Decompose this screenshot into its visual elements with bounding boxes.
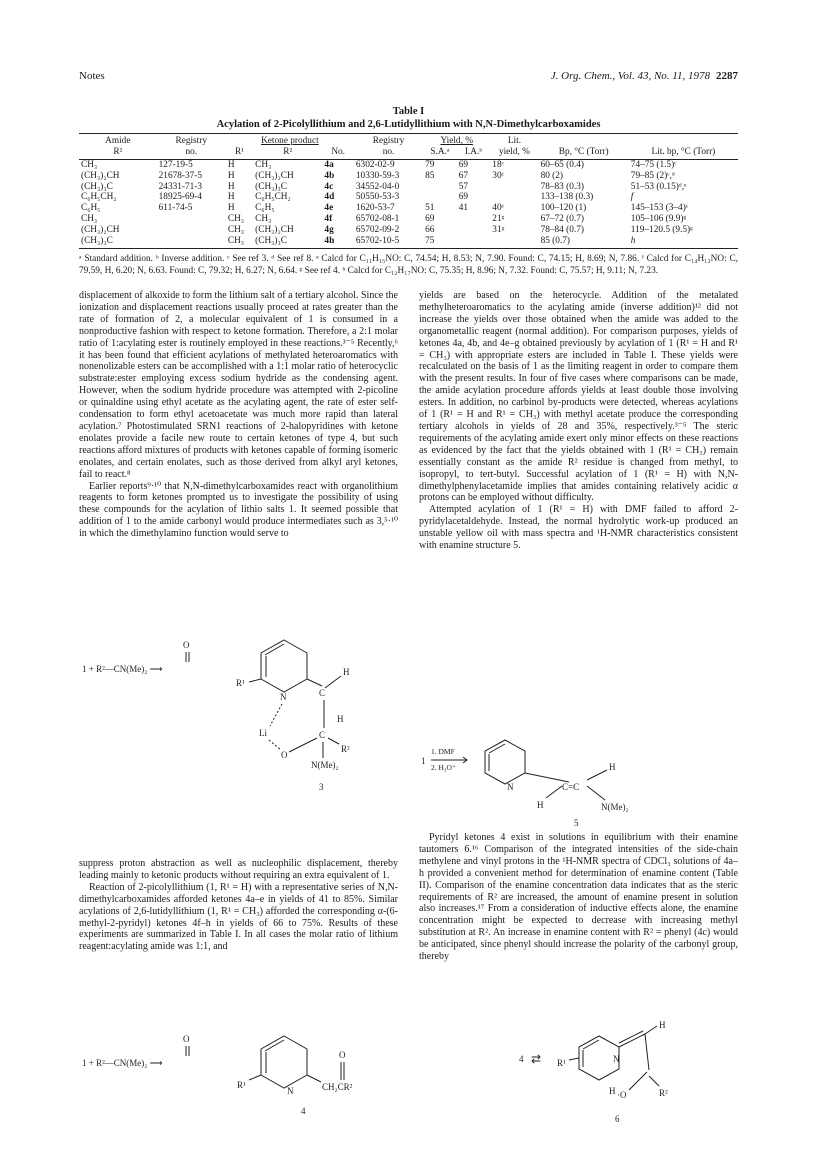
table-cell: 4h — [322, 236, 353, 249]
table-cell — [457, 214, 491, 225]
svg-text:H: H — [343, 667, 350, 677]
table-row — [79, 225, 738, 236]
table-row — [79, 192, 738, 203]
table-cell: 69 — [425, 213, 435, 224]
col-no2: No. — [322, 147, 353, 160]
table-cell: 6302-02-9 — [355, 160, 395, 170]
table-cell: (CH₃)₃C — [255, 181, 287, 192]
table-cell: 65702-10-5 — [354, 236, 423, 249]
table-cell: H — [227, 203, 235, 214]
table-cell: H — [227, 160, 235, 170]
table-cell — [490, 236, 538, 249]
table-cell: 60–65 (0.4) — [540, 160, 584, 170]
equilibrium-arrows-icon: ⇄ — [531, 1052, 542, 1066]
paragraph: Pyridyl ketones 4 exist in solutions in equilibrium with their enamine tautomers 6.¹⁶ Comparison of the integrated intensities of the side-chain methylene and vinyl protons in the ¹H-NMR spectra of CDCl₃ solutions of 4a–h provided a convenient method for determination of enamine content (Table II). Comparison of the enamine concentration data indicates that as the steric requirements of R² are increased, the amount of enamine present in solution also increases.¹⁷ From a consideration of inductive effects alone, the enamine concentration might be expected to decrease with increasing methyl substitution at R². An increase in enamine content with R² = phenyl (4c) would be anticipated, since phenyl should increase the polarity of the carbonyl group, thereby — [419, 832, 738, 963]
table-cell: 4a — [324, 160, 334, 170]
right-column-top — [419, 290, 738, 552]
table-cell: 78–83 (0.3) — [540, 181, 584, 192]
table-cell: 21678-37-5 — [158, 170, 203, 181]
table-cell: 69 — [458, 192, 469, 203]
table-cell: 4c — [324, 181, 334, 192]
right-column-bottom — [419, 832, 738, 963]
paragraph: Earlier reports⁹·¹⁰ that N,N-dimethylcarboxamides react with organolithium reagents to form ketones prompted us to investigate the possibility of using these compounds for the acylation of lithio salts 1. It seemed possible that addition of 1 to the amide carbonyl would produce intermediates such as 3,⁵·¹⁰ in which the dimethylamino function would serve to — [79, 480, 398, 540]
col-lit-yield: yield, % — [490, 147, 538, 160]
table-cell: 40ᶜ — [492, 203, 504, 214]
table-cell: 41 — [458, 203, 469, 214]
table-cell: (CH₃)₃C — [81, 181, 113, 192]
table-footnotes: ᵃ Standard addition. ᵇ Inverse addition. ᶜ See ref 3. ᵈ See ref 8. ᵉ Calcd for C₁₁H₁₅NO: C, 74.54; H, 8.53; N, 7.90. Found: C, 74.15; H, 8.69; N, 7.86. ᶠ Calcd for C₁₄H₁₃NO: C, 79.59, H, 6.20; N, 6.63. Found: C, 79.32; H, 6.27; N, 6.64. ᵍ See ref 4. ʰ Calcd for C₁₂H₁₇NO: C, 75.35; H, 8.96; N, 7.32. Found: C, 75.57; H, 9.11; N, 7.23. — [79, 254, 738, 276]
table-cell: 4g — [324, 224, 334, 235]
scheme5-step1: 1. DMF — [431, 747, 455, 756]
table-row — [79, 182, 738, 193]
svg-text:H: H — [659, 1020, 666, 1030]
table-row — [79, 214, 738, 225]
svg-text:H: H — [537, 800, 544, 810]
running-head-right — [551, 70, 738, 82]
table-cell: 611-74-5 — [158, 203, 193, 214]
scheme3-reactant: 1 + R²—CN(Me)₂ ⟶ — [82, 664, 163, 674]
table-cell: 85 — [425, 170, 435, 181]
table-cell: 145–153 (3–4)ᶜ — [630, 203, 689, 214]
svg-text:CH₂CR²: CH₂CR² — [322, 1082, 353, 1092]
svg-text:R¹: R¹ — [557, 1058, 566, 1068]
pyridine-ring-icon — [261, 1036, 307, 1088]
col-no3: no. — [354, 147, 423, 160]
svg-text:C: C — [319, 688, 326, 698]
table-cell — [457, 236, 491, 249]
col-r1: R¹ — [226, 147, 253, 160]
table-cell: H — [227, 170, 235, 181]
table-cell — [423, 192, 457, 203]
table-cell: 18925-69-4 — [158, 192, 203, 203]
table-cell: (CH₃)₂CH — [255, 224, 294, 235]
svg-text:N: N — [287, 1086, 294, 1096]
table-cell: 74–75 (1.5)ᶜ — [630, 160, 677, 170]
table-cell: CH₃ — [81, 160, 98, 170]
scheme-6 — [419, 1014, 739, 1134]
table-cell: 51–53 (0.15)ᵈ,ᵉ — [630, 181, 687, 192]
paragraph: yields are based on the heterocycle. Addition of the metalated methylheteroaromatics to the acylating amide (inverse addition)¹² did not increase the yields over those obtained when the amide was added to the organometallic reagent (normal addition). For comparison purposes, yields of ketones 4a, 4b, and 4e–g obtained previously by acylation of 1 (R¹ = H and R¹ = CH₃) with appropriate esters are included in Table I. These yields were recalculated on the basis of 1 as the limiting reagent in order to compare them with the present results. In four of five cases where comparisons can be made, the amide acylation procedure affords yields at least double those involving esters. In addition, no carbinol by-products were detected, whereas acylations of 1 (R¹ = H and R¹ = CH₃) with methyl acetate produce the corresponding tertiary alcohols in yields of 28 and 35%, respectively.³⁻⁵ The steric requirements of the acylating amide exert only minor effects on these reactions as evidenced by the fact that the yields obtained with 1 (R¹ = CH₃) remain essentially constant as the amide R² residue is changed from methyl, to isopropyl, to tert-butyl. Successful acylation of 1 (R¹ = H) with N,N-dimethylphenylacetamide implies that amides containing relatively acidic α protons can be employed without difficulty. — [419, 290, 738, 504]
table-cell: (CH₃)₂CH — [81, 170, 120, 181]
scheme-3 — [79, 600, 399, 840]
svg-text:N(Me)₂: N(Me)₂ — [601, 802, 629, 812]
paragraph: Reaction of 2-picolyllithium (1, R¹ = H) with a representative series of N,N-dimethylcarboxamides afforded ketones 4a–e in yields of 41 to 85%. Similar acylations of 2,6-lutidyllithium (1, R¹ = CH₃) afforded the corresponding α-(6-methyl-2-pyridyl) ketones 4f–h in yields of 66 to 75%. Results of these experiments are summarized in Table I. In all cases the molar ratio of lithium reagent:acylating amide was 1:1, and — [79, 881, 398, 953]
paragraph: displacement of alkoxide to form the lithium salt of a tertiary alcohol. Since the ionization and displacement reactions usually proceed at rates greater than the rate of formation of 2, a molecular equivalent of 1 is consumed in a nonproductive fashion with respect to ketone formation. Therefore, a 2:1 molar ratio of 1:acylating ester is routinely employed in these reactions.³⁻⁵ Recently,⁶ it has been found that efficient acylations of methylated heteroaromatics with nonenolizable esters can be accomplished with a 1:1 molar ratio of heterocyclic substrate:ester employing excess sodium hydride as the condensing agent. However, when the sodium hydride procedure was attempted with 2-picoline or quinaldine using ethyl acetate as the acylating agent, the rate of ester self-condensation to form ethyl acetoacetate was much more rapid than lateral acylation.⁷ Photostimulated SRN1 reactions of 2-halopyridines with ketone enolates provide a facile new route to certain ketones of type 4, but such reactions afford mixtures of products with ketones capable of forming isomeric enolates, and certain enolates, such as those derived from alkyl aryl ketones, fail to react.⁸ — [79, 290, 398, 480]
svg-text:N: N — [613, 1054, 620, 1064]
svg-text:R¹: R¹ — [237, 1080, 246, 1090]
table-cell: 127-19-5 — [158, 160, 193, 170]
table-cell: 100–120 (1) — [540, 203, 587, 214]
col-r2: R² — [79, 147, 157, 160]
table-cell: H — [227, 181, 235, 192]
table-cell: 1620-53-7 — [355, 203, 395, 214]
table-cell: 57 — [458, 181, 469, 192]
page-number: 2287 — [716, 70, 738, 82]
table-cell: 67 — [458, 170, 469, 181]
table-cell: 30ᶜ — [492, 170, 504, 181]
paragraph: Attempted acylation of 1 (R¹ = H) with DMF failed to afford 2-pyridylacetaldehyde. Instead, the normal hydrolytic work-up produced an unstable yellow oil with mass spectra and ¹H-NMR characteristics consistent with enamine structure 5. — [419, 504, 738, 552]
table-cell: 4e — [324, 203, 334, 214]
svg-text:O: O — [281, 750, 288, 760]
svg-text:O: O — [183, 1034, 190, 1044]
svg-text:N: N — [507, 782, 514, 792]
scheme3-label: 3 — [319, 782, 324, 792]
table-cell: C₆H₅ — [255, 203, 275, 214]
left-column-top — [79, 290, 398, 540]
table-cell: CH₃ — [81, 213, 98, 224]
svg-text:H: H — [609, 762, 616, 772]
col-amide: Amide — [79, 134, 157, 148]
table-cell: 67–72 (0.7) — [540, 213, 584, 224]
table-cell: 31ᵍ — [492, 224, 505, 235]
table-row — [79, 236, 738, 249]
table-cell: 51 — [425, 203, 435, 214]
col-no: no. — [157, 147, 226, 160]
table-cell: CH₃ — [255, 213, 272, 224]
svg-text:1: 1 — [421, 756, 426, 766]
table-cell: 21ᵍ — [492, 213, 505, 224]
col-ketone-product: Ketone product — [226, 134, 354, 148]
table-cell: 24331-71-3 — [158, 181, 203, 192]
table-cell: (CH₃)₃C — [79, 236, 157, 249]
scheme4-reactant: 1 + R²—CN(Me)₂ ⟶ — [82, 1058, 163, 1068]
svg-text:Li: Li — [259, 728, 267, 738]
table-title: Acylation of 2-Picolyllithium and 2,6-Lutidyllithium with N,N-Dimethylcarboxamides — [216, 119, 601, 130]
paragraph: suppress proton abstraction as well as nucleophilic displacement, thereby leading mainly to ketonic products without requiring an extra equivalent of 1. — [79, 858, 398, 881]
table-cell: 119–120.5 (9.5)ᵍ — [630, 224, 693, 235]
scheme-4 — [79, 1014, 399, 1134]
scheme5-step2: 2. H₃O⁺ — [431, 763, 456, 772]
svg-text:R²: R² — [659, 1088, 668, 1098]
svg-text:R²: R² — [341, 744, 350, 754]
svg-text:N(Me)₂: N(Me)₂ — [311, 760, 339, 770]
table-row — [79, 160, 738, 171]
svg-text:H: H — [337, 714, 344, 724]
col-sa: S.A.ᵃ — [423, 147, 457, 160]
data-table — [79, 133, 738, 249]
col-lit-bp: Lit. bp, °C (Torr) — [629, 147, 738, 160]
table-cell — [490, 182, 538, 193]
col-ia: I.A.ᵇ — [457, 147, 491, 160]
table-cell: 133–138 (0.3) — [540, 192, 594, 203]
table-cell — [157, 225, 226, 236]
col-bp: Bp, °C (Torr) — [539, 147, 629, 160]
table-cell: 10330-59-3 — [355, 170, 400, 181]
journal-citation: J. Org. Chem., Vol. 43, No. 11, 1978 — [550, 70, 710, 82]
table-cell: 18ᶜ — [492, 160, 504, 170]
table-cell: 69 — [458, 160, 469, 170]
table-cell: (CH₃)₃C — [253, 236, 322, 249]
table-cell: 4b — [324, 170, 335, 181]
table-cell — [157, 236, 226, 249]
svg-text:O: O — [183, 640, 190, 650]
table-cell: (CH₃)₂CH — [81, 224, 120, 235]
table-cell: CH₃ — [255, 160, 272, 170]
svg-text:R¹: R¹ — [236, 678, 245, 688]
table-cell: 4d — [324, 192, 335, 203]
table-cell: 85 (0.7) — [539, 236, 629, 249]
col-lit: Lit. — [490, 134, 538, 148]
table-cell: 79 — [425, 160, 435, 170]
scheme5-label: 5 — [574, 818, 579, 828]
table-cell: 34552-04-0 — [355, 181, 400, 192]
table-cell: C₆H₅ — [81, 203, 101, 214]
table-cell: CH₃ — [227, 224, 245, 235]
table-cell: H — [227, 192, 235, 203]
table-cell: 65702-09-2 — [355, 224, 400, 235]
table-cell: 65702-08-1 — [355, 213, 400, 224]
table-cell: 50550-53-3 — [355, 192, 400, 203]
table-row — [79, 171, 738, 182]
svg-text:O: O — [339, 1050, 346, 1060]
table-cell — [157, 214, 226, 225]
table-cell: CH₃ — [226, 236, 253, 249]
table-cell — [423, 182, 457, 193]
table-cell: h — [629, 236, 738, 249]
svg-text:H: H — [609, 1086, 616, 1096]
svg-text:4: 4 — [519, 1054, 524, 1064]
table-cell: 105–106 (9.9)ᵍ — [630, 213, 687, 224]
running-head-left: Notes — [79, 70, 105, 82]
svg-text:·O: ·O — [617, 1090, 627, 1100]
scheme4-label: 4 — [301, 1106, 306, 1116]
table-cell: 79–85 (2)ᶜ,ᵈ — [630, 170, 675, 181]
pyridine-ring-icon — [261, 640, 307, 692]
table-cell: 78–84 (0.7) — [540, 224, 584, 235]
table-cell: 4f — [324, 213, 333, 224]
svg-text:C=C: C=C — [562, 782, 580, 792]
left-column-bottom — [79, 858, 398, 953]
scheme6-label: 6 — [615, 1114, 620, 1124]
table-cell: f — [630, 192, 634, 203]
table-cell: CH₃ — [227, 213, 245, 224]
col-registry2: Registry — [354, 134, 423, 148]
scheme-5 — [419, 718, 739, 828]
pyridine-ring-icon — [485, 740, 525, 784]
table-cell — [457, 225, 491, 236]
svg-text:C: C — [319, 730, 326, 740]
svg-text:N: N — [280, 692, 287, 702]
col-yield: Yield, % — [423, 134, 490, 148]
table-cell: 80 (2) — [540, 170, 564, 181]
table-row — [79, 203, 738, 214]
col-registry: Registry — [157, 134, 226, 148]
col-r2b: R² — [253, 147, 322, 160]
table-cell — [490, 192, 538, 203]
table-cell: (CH₃)₂CH — [255, 170, 294, 181]
table-cell: C₆H₅CH₂ — [255, 192, 291, 203]
table-label: Table I — [392, 106, 425, 117]
table-cell: 75 — [423, 236, 457, 249]
table-cell: 66 — [425, 224, 435, 235]
table-cell: C₆H₅CH₂ — [81, 192, 117, 203]
